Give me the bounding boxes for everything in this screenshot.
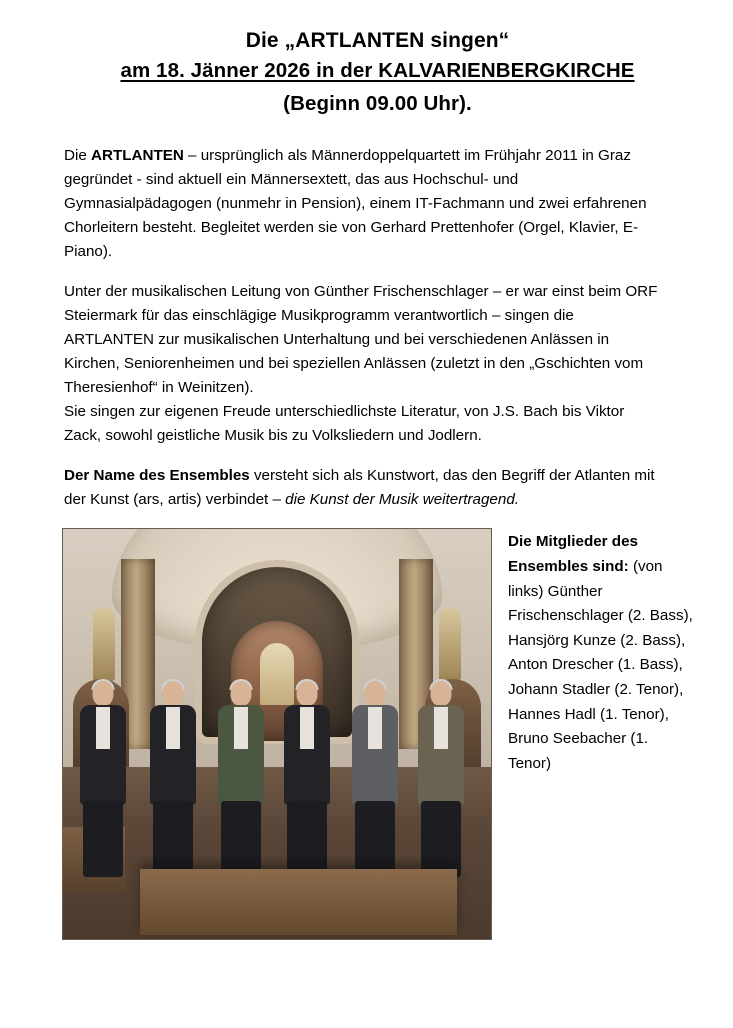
singer-head — [431, 681, 452, 706]
caption-text: (von links) Günther Frischenschlager (2. Bass), Hansjörg Kunze (2. Bass), Anton Drescher (1. Bass), Johann Stadler (2. Tenor), Hannes Hadl (1. Tenor), Bruno Seebacher (1. Tenor) — [508, 557, 693, 772]
photo-caption — [508, 528, 693, 776]
singer-shirt — [300, 707, 314, 749]
title-line-3: (Beginn 09.00 Uhr). — [283, 91, 472, 115]
singer-shirt — [166, 707, 180, 749]
singer-figure — [147, 681, 199, 877]
singer-legs — [221, 801, 261, 877]
title-line-2: am 18. Jänner 2026 in der KALVARIENBERGKIRCHE — [120, 58, 635, 82]
singer-legs — [83, 801, 123, 877]
singer-head — [297, 681, 318, 706]
church-bench-front — [140, 869, 457, 935]
ensemble-photo-wrapper — [62, 528, 492, 940]
singer-legs — [287, 801, 327, 877]
singer-head — [93, 681, 114, 706]
page-title — [62, 26, 693, 118]
paragraph-intro — [64, 144, 664, 264]
paragraph-name-italic: die Kunst der Musik weitertragend. — [285, 491, 519, 509]
paragraph-intro-rest: – ursprünglich als Männerdoppelquartett im Frühjahr 2011 in Graz gegründet - sind aktuell ein Männersextett, das aus Hochschul- und Gymnasialpädagogen (nunmehr in Pension), einem IT-Fachmann und zwei erfahrenen Chorleitern besteht. Begleitet werden sie von Gerhard Prettenhofer (Orgel, Klavier, E-Piano). — [64, 147, 647, 261]
singer-shirt — [368, 707, 382, 749]
title-line-1: Die „ARTLANTEN singen“ — [245, 29, 510, 52]
singer-legs — [153, 801, 193, 877]
singer-shirt — [96, 707, 110, 749]
singer-head — [163, 681, 184, 706]
photo-and-caption — [62, 528, 693, 940]
singer-legs — [355, 801, 395, 877]
singer-figure — [349, 681, 401, 877]
singer-figure — [215, 681, 267, 877]
singer-legs — [421, 801, 461, 877]
ensemble-photo — [62, 528, 492, 940]
singer-shirt — [434, 707, 448, 749]
paragraph-intro-bold: ARTLANTEN — [91, 147, 184, 165]
paragraph-name — [64, 464, 664, 512]
singer-head — [365, 681, 386, 706]
singer-figure — [415, 681, 467, 877]
paragraph-leitung: Unter der musikalischen Leitung von Günther Frischenschlager – er war einst beim ORF Steiermark für das einschlägige Musikprogramm verantwortlich – singen die ARTLANTEN zur musikalischen Unterhaltung und bei verschiedenen Anlässen in Kirchen, Seniorenheimen und bei speziellen Anlässen (zuletzt in den „Gschichten vom Theresienhof“ in Weinitzen). — [64, 283, 658, 397]
paragraph-intro-lead: Die — [64, 147, 92, 165]
singer-figure — [77, 681, 129, 877]
body-text — [64, 144, 664, 512]
singer-shirt — [234, 707, 248, 749]
singer-head — [231, 681, 252, 706]
church-statue-right — [439, 607, 461, 681]
paragraph-repertoire: Sie singen zur eigenen Freude unterschiedlichste Literatur, von J.S. Bach bis Viktor Zack, sowohl geistliche Musik bis zu Volksliedern und Jodlern. — [64, 403, 625, 445]
paragraph-name-rest: versteht sich als Kunstwort, das den Begriff der Atlanten mit der Kunst (ars, artis) verbindet – — [64, 467, 655, 509]
caption-heading: Die Mitglieder des Ensembles sind: — [508, 533, 638, 575]
paragraph-name-bold: Der Name des Ensembles — [64, 467, 250, 485]
singer-figure — [281, 681, 333, 877]
church-statue-left — [93, 607, 115, 681]
